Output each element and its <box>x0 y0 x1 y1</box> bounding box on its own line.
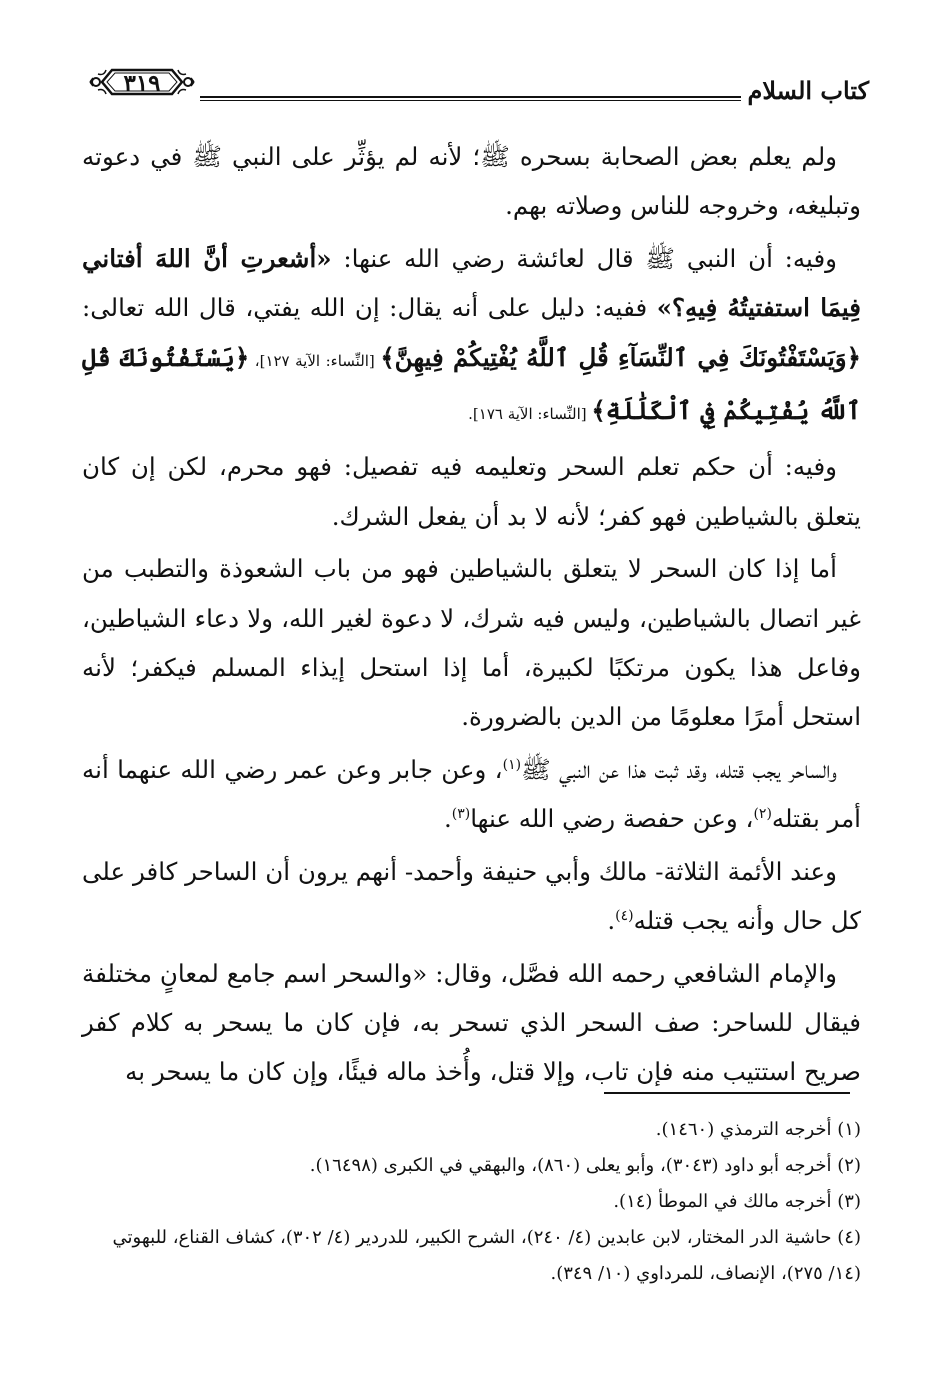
paragraph-text: . <box>607 906 616 936</box>
quran-verse: ﴿وَيَسْتَفْتُونَكَ فِي ٱلنِّسَآءِ قُلِ ٱللَّهُ يُفْتِيكُمْ فِيهِنَّ﴾ <box>380 342 861 372</box>
paragraph <box>82 442 861 541</box>
page-header <box>88 58 869 108</box>
verse-reference: [النِّساء: الآية ١٧٦]. <box>468 405 592 424</box>
paragraph-text: والإمام الشافعي رحمه الله فصَّل، وقال: «والسحر اسم جامع لمعانٍ مختلفة فيقال للساحر: صف السحر الذي تسحر به، فإن كان ما يسحر به كلام كفر صريح استتيب منه فإن تاب، وإلا قتل، وأُخذ ماله فيئًا، وإن كان ما يسحر به <box>82 958 861 1087</box>
paragraph-intro: وفيه: أن النبي ﷺ قال لعائشة رضي الله عنها: <box>331 243 837 273</box>
footnote: (٣) أخرجه مالك في الموطأ (١٤). <box>613 1191 861 1212</box>
paragraph <box>82 132 861 231</box>
paragraph <box>82 234 861 440</box>
paragraph <box>82 847 861 946</box>
paragraph-text: وفيه: أن حكم تعلم السحر وتعليمه فيه تفصيل: فهو محرم، لكن إن كان يتعلق بالشياطين فهو كفر؛ لأنه لا بد أن يفعل الشرك. <box>82 452 861 531</box>
paragraph-text: ، وعن حفصة رضي الله عنها <box>470 804 754 834</box>
quran-verse: ﴿يَسْتَفْتُونَكَ قُلِ ٱللَّهُ يُفْتِيكُمْ فِي ٱلْكَلَٰلَةِ﴾ <box>82 342 861 426</box>
paragraph-text: ، وعن جابر وعن عمر رضي الله عنهما أنه أمر بقتله <box>82 754 861 834</box>
paragraph-text: . <box>443 804 452 834</box>
verse-reference: [النِّساء: الآية ١٢٧]، <box>249 351 381 370</box>
footnote: (٢) أخرجه أبو داود (٣٠٤٣)، وأبو يعلى (٨٦٠)، والبهقي في الكبرى (١٦٤٩٨). <box>309 1155 861 1176</box>
paragraph-text: ولم يعلم بعض الصحابة بسحره ﷺ؛ لأنه لم يؤثِّر على النبي ﷺ في دعوته وتبليغه، وخروجه للناس وصلاته بهم. <box>82 142 861 221</box>
paragraph-text: أما إذا كان السحر لا يتعلق بالشياطين فهو من باب الشعوذة والتطبب من غير اتصال بالشياطين، وليس فيه شرك، لا دعوة لغير الله، ولا دعاء الشياطين، وفاعل هذا يكون مرتكبًا لكبيرة، أما إذا استحل إيذاء المسلم فيكفر؛ لأنه استحل أمرًا معلومًا من الدين بالضرورة. <box>82 554 861 732</box>
paragraph <box>82 949 861 1097</box>
footnote-marker: (٢) <box>753 806 772 823</box>
page-number: ٣١٩ <box>123 70 161 97</box>
footnote: (١) أخرجه الترمذي (١٤٦٠). <box>655 1119 861 1140</box>
paragraph <box>82 745 861 844</box>
header-rule <box>200 96 741 98</box>
footnote-marker: (١) <box>502 756 522 773</box>
paragraph-middle: ففيه: دليل على أنه يقال: إن الله يفتي، قال الله تعالى: <box>82 293 657 323</box>
footnote-marker: (٣) <box>451 806 471 823</box>
paragraph-text: والساحر يجب قتله، وقد ثبت هذا عن النبي ﷺ <box>521 754 837 784</box>
header-rule-thin <box>200 100 741 101</box>
page-number-ornament <box>88 62 196 102</box>
paragraph <box>82 544 861 742</box>
footnote: (٤) حاشية الدر المختار، لابن عابدين (٤/ ٢٤٠)، الشرح الكبير، للدردير (٤/ ٣٠٢)، كشاف القناع، للبهوتي (١٤/ ٢٧٥)، الإنصاف، للمرداوي (١٠/ ٣٤٩). <box>112 1227 861 1284</box>
footnotes <box>82 1112 861 1292</box>
main-text <box>82 132 861 1100</box>
book-title: كتاب السلام <box>747 76 869 105</box>
footnote-marker: (٤) <box>615 907 634 924</box>
footnote-divider <box>604 1092 850 1094</box>
paragraph-text: وعند الأئمة الثلاثة- مالك وأبي حنيفة وأحمد- أنهم يرون أن الساحر كافر على كل حال وأنه يجب قتله <box>82 856 861 936</box>
hadith-quote: «أشعرتِ أنَّ اللهَ أفتاني فِيمَا استفتيتُهُ فِيهِ؟» <box>82 243 861 323</box>
